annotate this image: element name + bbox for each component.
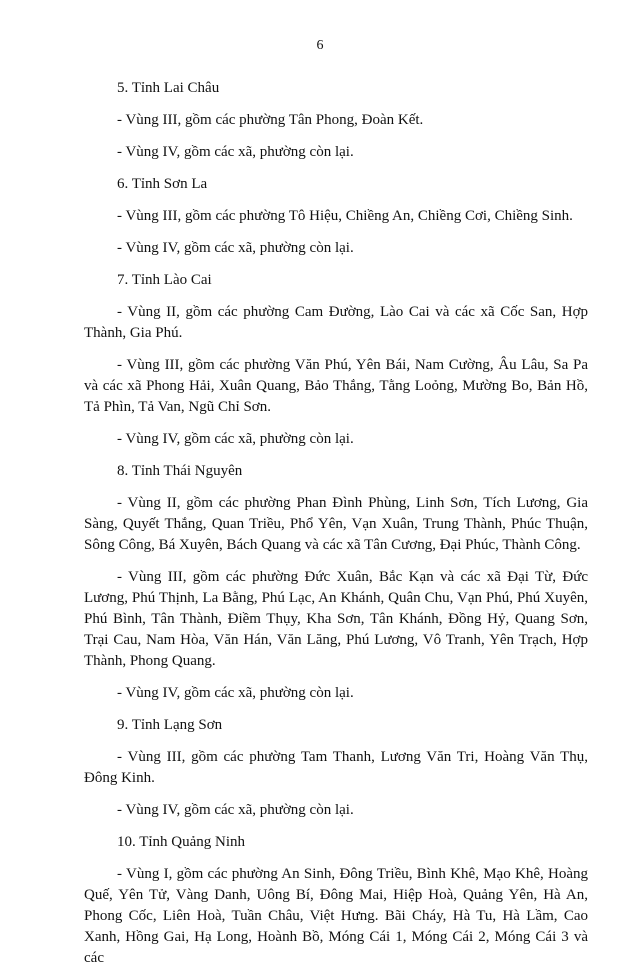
paragraph: - Vùng III, gồm các phường Tô Hiệu, Chiềng An, Chiềng Cơi, Chiềng Sinh. bbox=[117, 208, 573, 224]
document-body bbox=[84, 78, 588, 969]
paragraph: - Vùng III, gồm các phường Đức Xuân, Bắc Kạn và các xã Đại Từ, Đức Lương, Phú Thịnh, La Bằng, Phú Lạc, An Khánh, Quân Chu, Vạn Phú, Phú Xuyên, Phú Bình, Tân Thành, Điềm Thụy, Kha Sơn, Tân Khánh, Đồng Hỷ, Quang Sơn, Trại Cau, Nam Hòa, Văn Hán, Văn Lăng, Phú Lương, Vô Tranh, Yên Trạch, Hợp Thành, Phong Quang. bbox=[84, 569, 588, 669]
paragraph: - Vùng III, gồm các phường Tân Phong, Đoàn Kết. bbox=[117, 112, 424, 128]
section-heading-lai-chau: 5. Tỉnh Lai Châu bbox=[117, 80, 220, 96]
paragraph: - Vùng IV, gồm các xã, phường còn lại. bbox=[117, 802, 354, 818]
paragraph: - Vùng IV, gồm các xã, phường còn lại. bbox=[117, 240, 354, 256]
paragraph: - Vùng III, gồm các phường Văn Phú, Yên Bái, Nam Cường, Âu Lâu, Sa Pa và các xã Phong Hải, Xuân Quang, Bảo Thắng, Tằng Loỏng, Mường Bo, Bản Hồ, Tả Phìn, Tả Van, Ngũ Chỉ Sơn. bbox=[84, 357, 588, 415]
paragraph: - Vùng III, gồm các phường Tam Thanh, Lương Văn Tri, Hoàng Văn Thụ, Đông Kinh. bbox=[84, 749, 588, 786]
section-heading-thai-nguyen: 8. Tỉnh Thái Nguyên bbox=[117, 463, 243, 479]
paragraph: - Vùng IV, gồm các xã, phường còn lại. bbox=[117, 144, 354, 160]
paragraph: - Vùng II, gồm các phường Phan Đình Phùng, Linh Sơn, Tích Lương, Gia Sàng, Quyết Thắng, Quan Triều, Phổ Yên, Vạn Xuân, Trung Thành, Phúc Thuận, Sông Công, Bá Xuyên, Bách Quang và các xã Tân Cương, Đại Phúc, Thành Công. bbox=[84, 495, 588, 553]
paragraph: - Vùng I, gồm các phường An Sinh, Đông Triều, Bình Khê, Mạo Khê, Hoàng Quế, Yên Tử, Vàng Danh, Uông Bí, Đông Mai, Hiệp Hoà, Quảng Yên, Hà An, Phong Cốc, Liên Hoà, Tuần Châu, Việt Hưng. Bãi Cháy, Hà Tu, Hà Lầm, Cao Xanh, Hồng Gai, Hạ Long, Hoành Bồ, Móng Cái 1, Móng Cái 2, Móng Cái 3 và các bbox=[84, 866, 588, 966]
section-heading-son-la: 6. Tỉnh Sơn La bbox=[117, 176, 208, 192]
page-number: 6 bbox=[316, 38, 324, 53]
paragraph: - Vùng IV, gồm các xã, phường còn lại. bbox=[117, 431, 354, 447]
section-heading-lao-cai: 7. Tỉnh Lào Cai bbox=[117, 272, 212, 288]
paragraph: - Vùng IV, gồm các xã, phường còn lại. bbox=[117, 685, 354, 701]
section-heading-quang-ninh: 10. Tỉnh Quảng Ninh bbox=[117, 834, 246, 850]
paragraph: - Vùng II, gồm các phường Cam Đường, Lào Cai và các xã Cốc San, Hợp Thành, Gia Phú. bbox=[84, 304, 588, 341]
section-heading-lang-son: 9. Tỉnh Lạng Sơn bbox=[117, 717, 223, 733]
